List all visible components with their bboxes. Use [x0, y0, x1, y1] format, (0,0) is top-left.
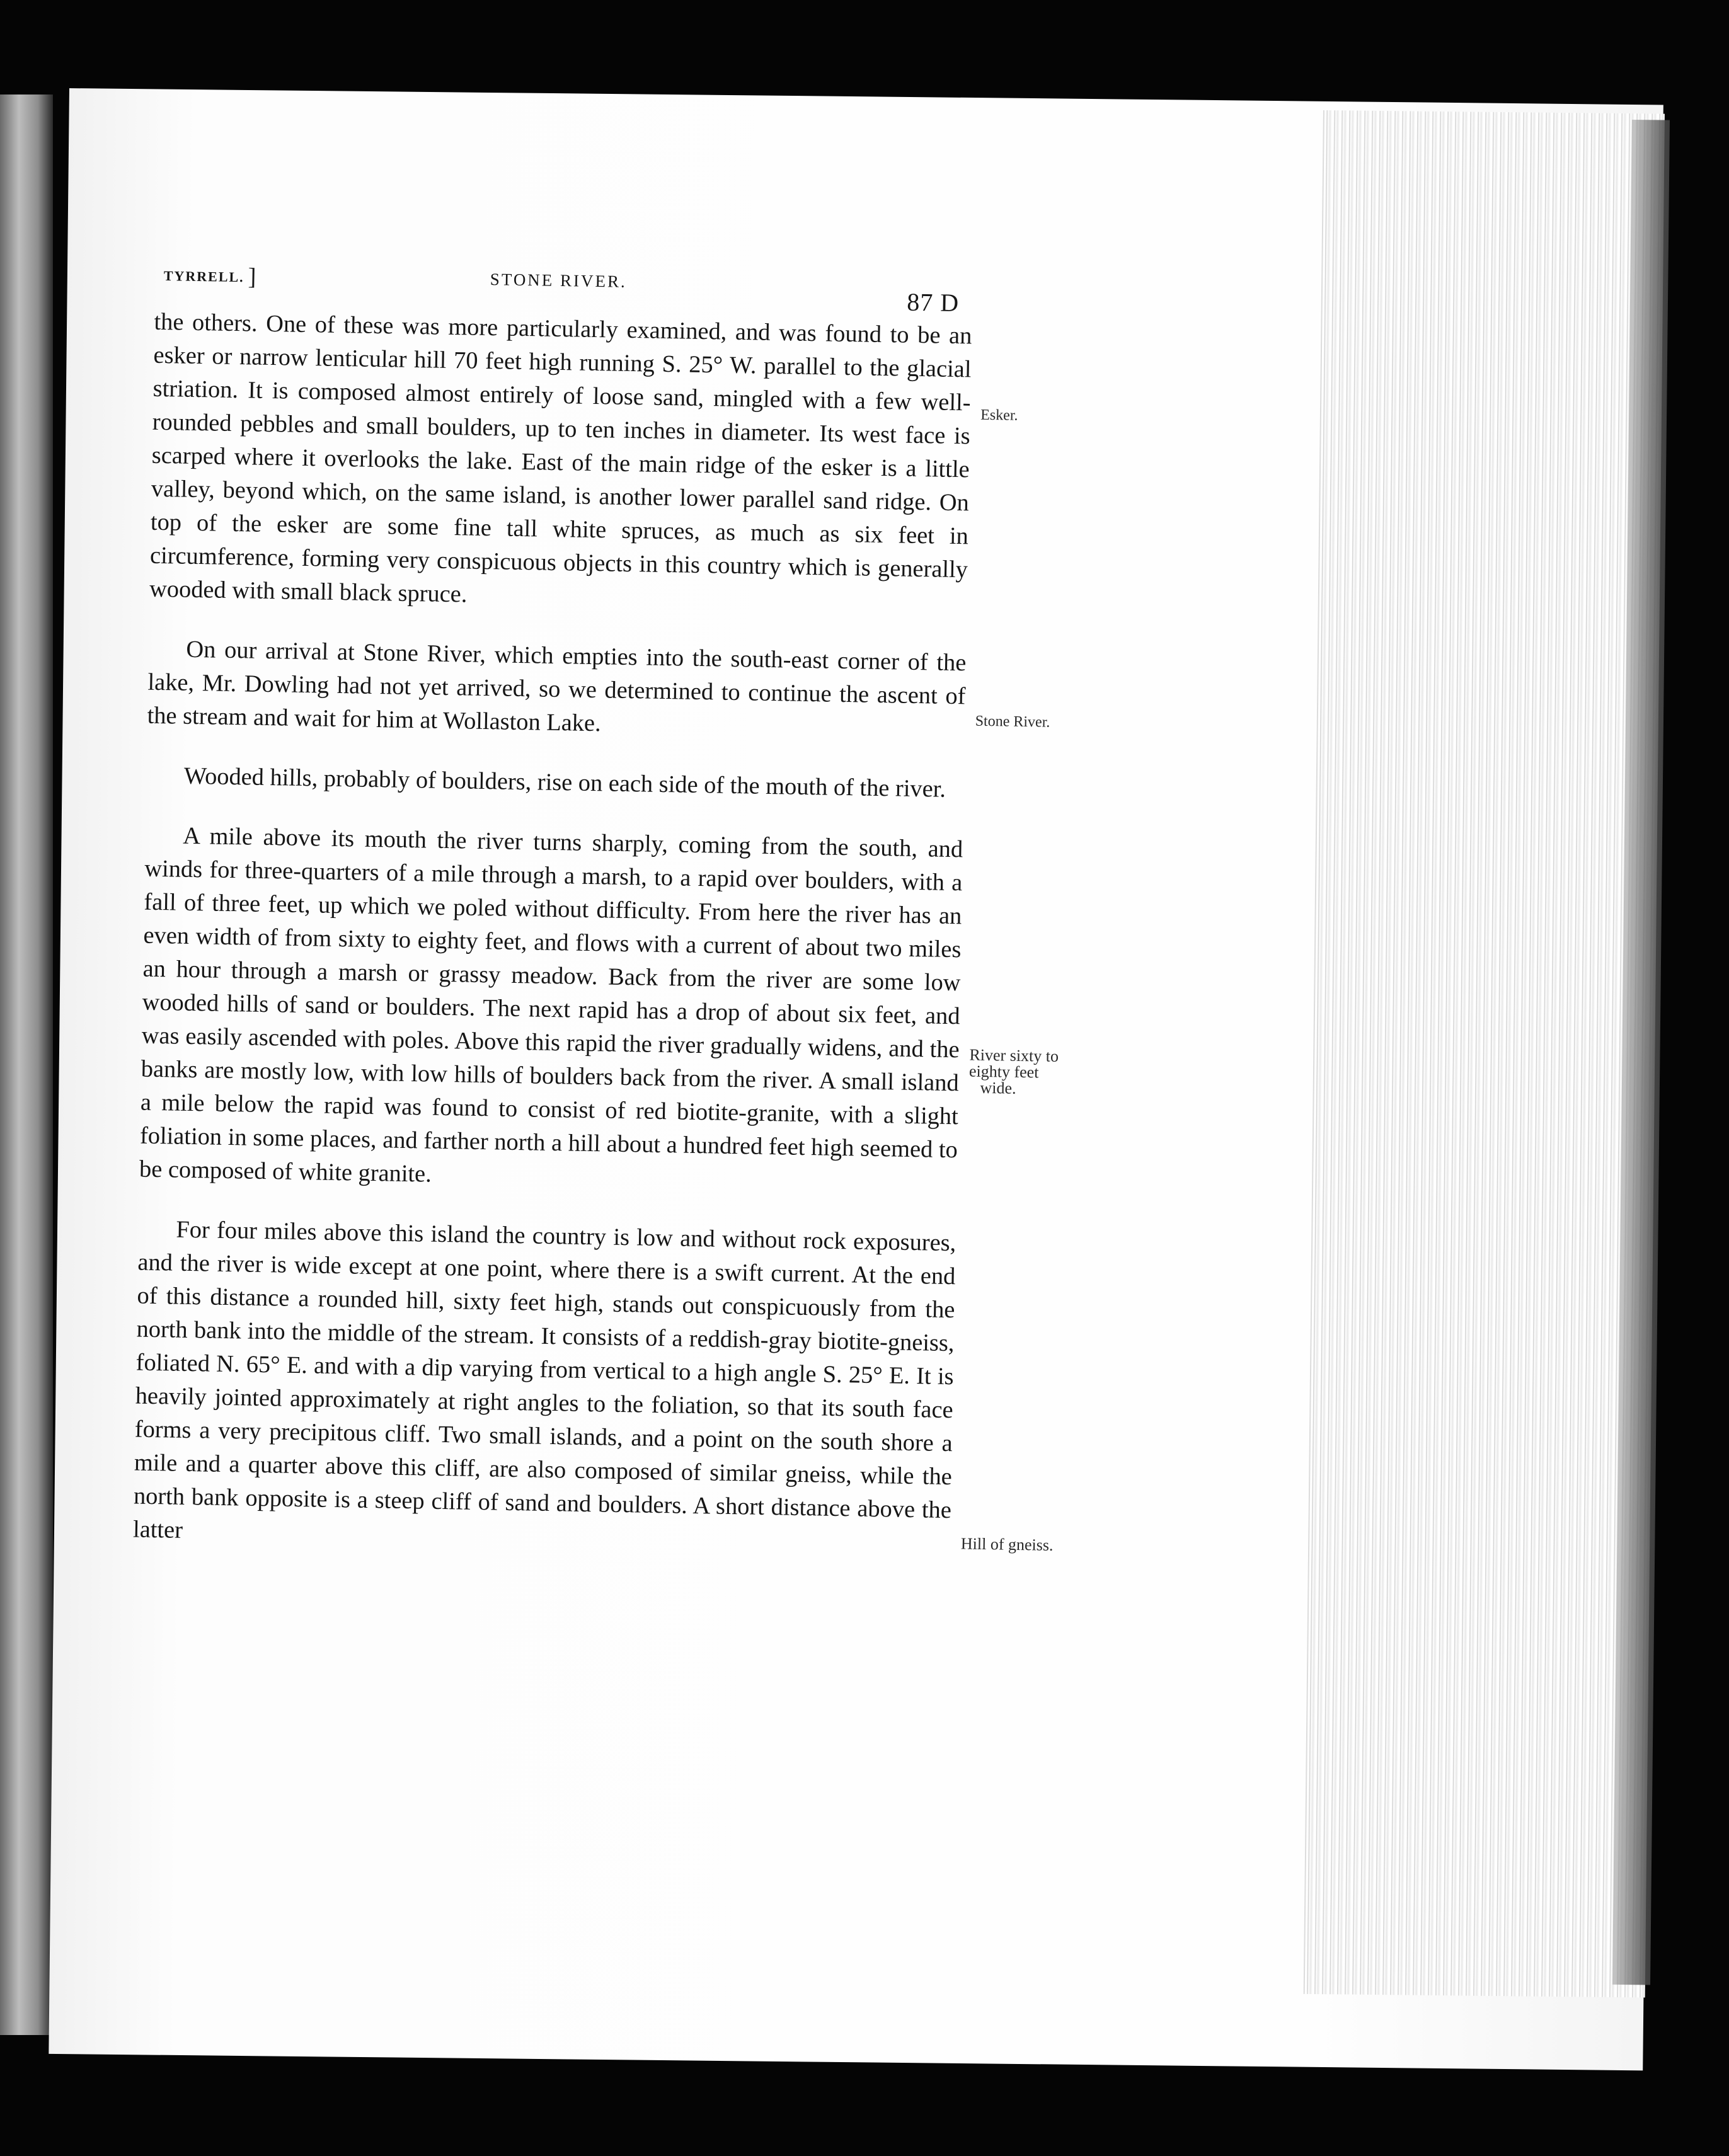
- running-head-title: STONE RIVER.: [490, 270, 628, 291]
- paragraph-stone-river-arrival: On our arrival at Stone River, which empties into the south-east corner of the lake, Mr. Dowling had not yet arrived, so we determined to continue the ascent of the stream and wait for him at Wollaston Lake.: [147, 636, 967, 737]
- margin-note-hill-of-gneiss: Hill of gneiss.: [960, 1534, 1054, 1554]
- margin-note-esker: Esker.: [980, 406, 1018, 424]
- margin-note-river-width: [968, 1047, 1059, 1098]
- margin-note-river-width-line-3: wide.: [980, 1078, 1016, 1098]
- paragraph-wooded-hills: Wooded hills, probably of boulders, rise on each side of the mouth of the river.: [183, 762, 946, 803]
- running-head-author: [163, 261, 257, 291]
- margin-note-river-width-line-2: eighty feet: [968, 1062, 1039, 1082]
- header-bracket: ]: [248, 263, 258, 290]
- body-text: [132, 306, 972, 1587]
- author-name: TYRRELL.: [163, 268, 244, 285]
- margin-note-stone-river: Stone River.: [975, 713, 1050, 731]
- paragraph-hill-of-gneiss: For four miles above this island the country is low and without rock exposures, and the river is wide except at one point, where there is a swift current. At the end of this distance a rounded hill, sixty feet high, stands out conspicuously from the north bank into the middle of the stream. It consists of a reddish-gray biotite-gneiss, foliated N. 65° E. and with a dip varying from vertical to a high angle S. 25° E. It is heavily jointed approximately at right angles to the foliation, so that its south face forms a very precipitous cliff. Two small islands, and a point on the south shore a mile and a quarter above this cliff, are also composed of similar gneiss, while the north bank opposite is a steep cliff of sand and boulders. A short distance above the latter: [132, 1216, 956, 1544]
- margin-note-river-width-line-1: River sixty to: [969, 1045, 1059, 1066]
- paragraph-river-rapids: A mile above its mouth the river turns sharply, coming from the south, and winds for three-quarters of a mile through a marsh, to a rapid over boulders, with a fall of three feet, up which we poled without difficulty. From here the river has an even width of from sixty to eighty feet, and flows with a current of about two miles an hour through a marsh or grassy meadow. Back from the river are some low wooded hills of sand or boulders. The next rapid has a drop of about six feet, and was easily ascended with poles. Above this rapid the river gradually widens, and the banks are mostly low, with low hills of boulders back from the river. A small island a mile below the rapid was found to consist of red biotite-granite, with a slight foliation in some places, and farther north a hill about a hundred feet high seemed to be composed of white granite.: [139, 822, 963, 1188]
- page-number: 87 D: [906, 287, 960, 318]
- paragraph-esker: the others. One of these was more particularly examined, and was found to be an esker or narrow lenticular hill 70 feet high running S. 25° W. parallel to the glacial striation. It is composed almost entirely of loose sand, mingled with a few well-rounded pebbles and small boulders, up to ten inches in diameter. Its west face is scarped where it overlooks the lake. East of the main ridge of the esker is a little valley, beyond which, on the same island, is another lower parallel sand ridge. On top of the esker are some fine tall white spruces, as much as six feet in circumference, forming very conspicuous objects in this country which is generally wooded with small black spruce.: [149, 308, 972, 608]
